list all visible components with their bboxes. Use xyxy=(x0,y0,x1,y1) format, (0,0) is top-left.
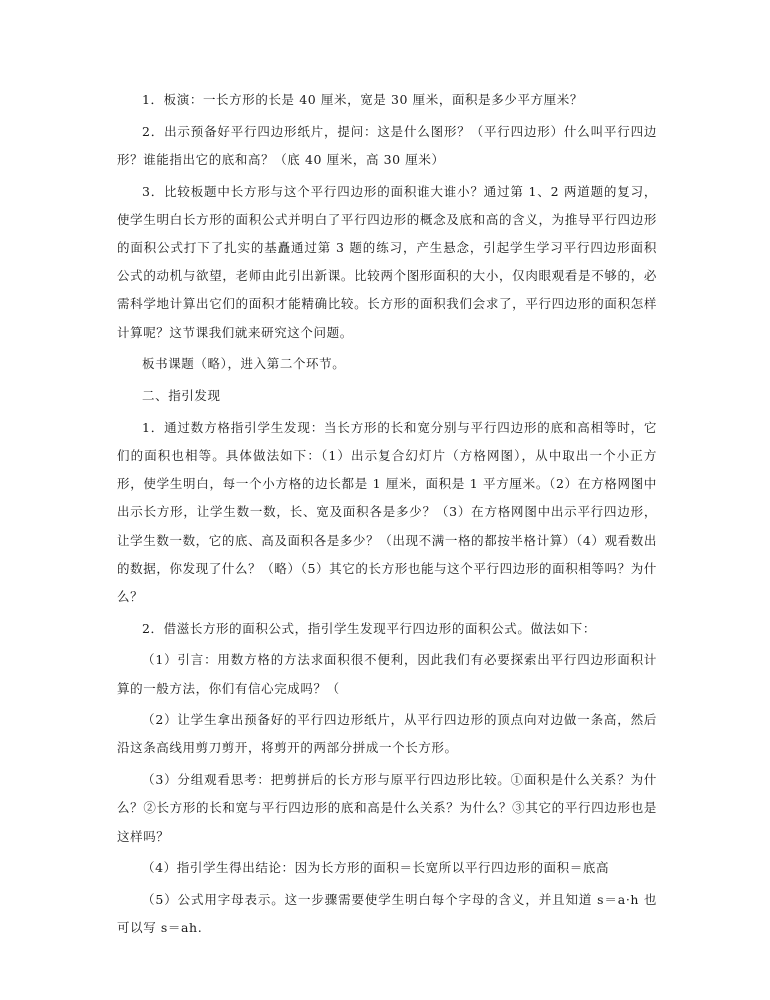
paragraph-compare-areas: 3．比较板题中长方形与这个平行四边形的面积谁大谁小？通过第 1、2 两道题的复习，使学生明白长方形的面积公式并明白了平行四边形的概念及底和高的含义，为推导平行四边形的面积公式打下了扎实的基矗通过第 3 题的练习，产生悬念，引起学生学习平行四边形面积公式的动机与欲望，老师由此引出新课。比较两个图形面积的大小，仅肉眼观看是不够的，必需科学地计算出它们的面积才能精确比较。长方形的面积我们会求了，平行四边形的面积怎样计算呢？这节课我们就来研究这个问题。 xyxy=(117,183,657,340)
paragraph-counting-squares: 1．通过数方格指引学生发现：当长方形的长和宽分别与平行四边形的底和高相等时，它们的面积也相等。具体做法如下：（1）出示复合幻灯片（方格网图），从中取出一个小正方形，使学生明白，每一个小方格的边长都是 1 厘米，面积是 1 平方厘米。（2）在方格网图中出示长方形，让学生数一数，长、宽及面积各是多少？（3）在方格网图中出示平行四边形，让学生数一数，它的底、高及面积各是多少？（出现不满一格的都按半格计算）（4）观看数出的数据，你发现了什么？（略）（5）其它的长方形也能与这个平行四边形的面积相等吗？为什么？ xyxy=(117,419,657,604)
document-body xyxy=(117,86,657,946)
section-heading-guided-discovery: 二、指引发现 xyxy=(142,388,221,404)
paragraph-step-5-formula: （5）公式用字母表示。这一步骤需要使学生明白每个字母的含义，并且知道 s＝a·h 也可以写 s＝ah. xyxy=(117,891,657,936)
paragraph-board-exercise: 1．板演：一长方形的长是 40 厘米，宽是 30 厘米，面积是多少平方厘米？ xyxy=(142,92,583,107)
paragraph-step-1-intro: （1）引言：用数方格的方法求面积很不便利，因此我们有必要探索出平行四边形面积计算的一般方法，你们有信心完成吗？（ xyxy=(117,652,657,696)
paragraph-step-4-conclusion: （4）指引学生得出结论：因为长方形的面积＝长宽所以平行四边形的面积＝底高 xyxy=(142,860,610,876)
paragraph-board-title: 板书课题（略），进入第二个环节。 xyxy=(142,356,346,372)
paragraph-show-parallelogram: 2．出示预备好平行四边形纸片，提问：这是什么图形？（平行四边形）什么叫平行四边形？谁能指出它的底和高？（底 40 厘米，高 30 厘米） xyxy=(117,123,657,167)
paragraph-step-3-group-thinking: （3）分组观看思考：把剪拼后的长方形与原平行四边形比较。①面积是什么关系？为什么？②长方形的长和宽与平行四边形的底和高是什么关系？为什么？③其它的平行四边形也是这样吗？ xyxy=(117,772,657,844)
paragraph-step-2-cut-paper: （2）让学生拿出预备好的平行四边形纸片，从平行四边形的顶点向对边做一条高，然后沿这条高线用剪刀剪开，将剪开的两部分拼成一个长方形。 xyxy=(117,712,657,756)
paragraph-use-rectangle-formula: 2．借滋长方形的面积公式，指引学生发现平行四边形的面积公式。做法如下： xyxy=(142,620,596,636)
